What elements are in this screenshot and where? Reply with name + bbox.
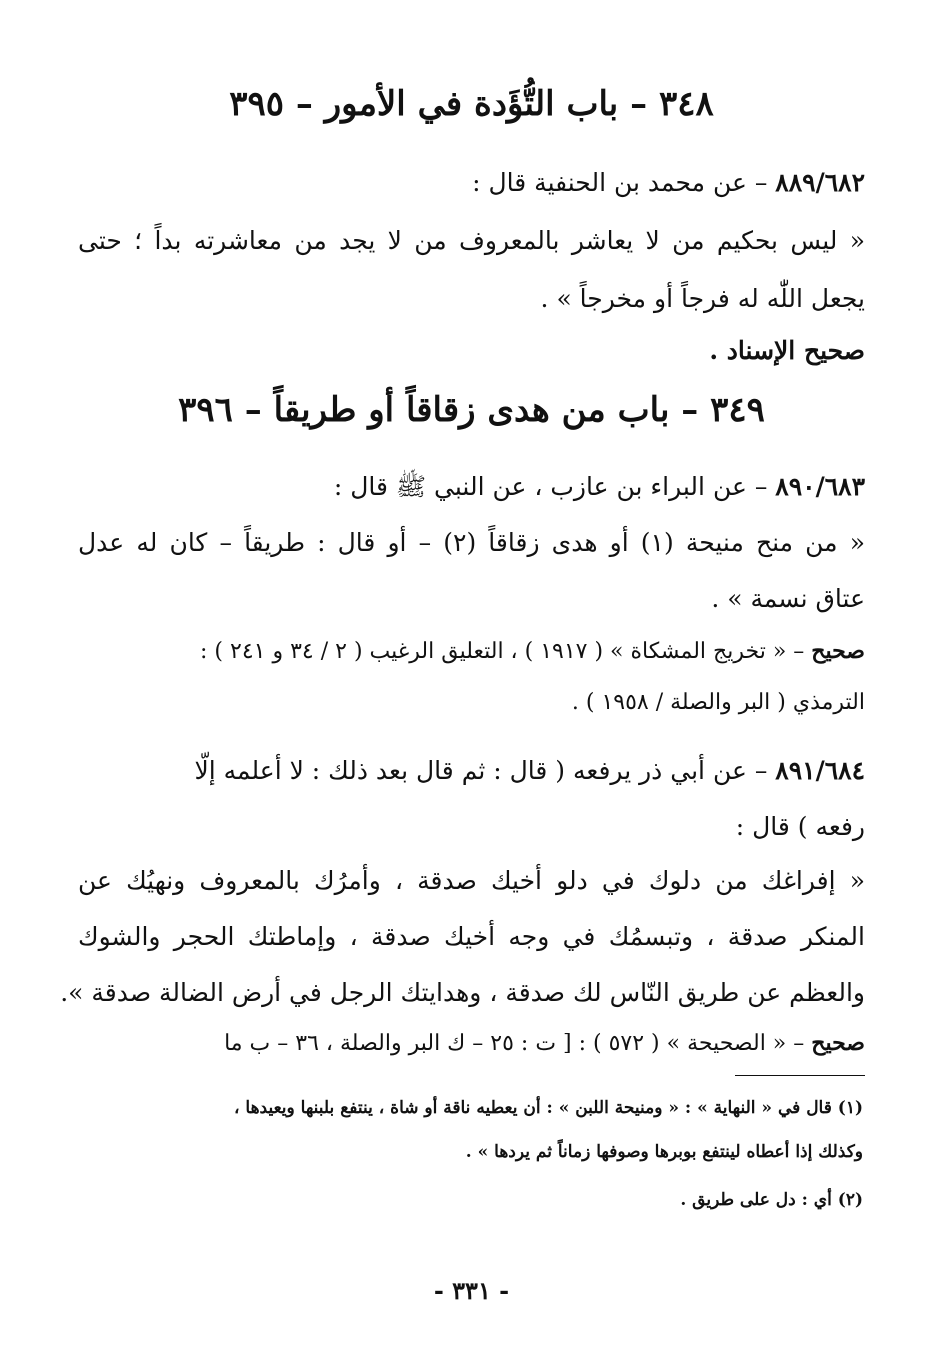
grading-line: صحيح الإسناد .	[709, 336, 865, 365]
hadith-text-line: « ليس بحكيم من لا يعاشر بالمعروف من لا يجد من معاشرته بداً ؛ حتى	[78, 226, 865, 255]
hadith-text-line: والعظم عن طريق النّاس لك صدقة ، وهدايتك الرجل في أرض الضالة صدقة ».	[60, 978, 865, 1007]
hadith-intro-891	[78, 756, 865, 786]
chapter-heading-349: ٣٤٩ – باب من هدى زقاقاً أو طريقاً – ٣٩٦	[178, 390, 765, 430]
grading-label: صحيح	[811, 1030, 865, 1056]
hadith-intro-line: رفعه ) قال :	[735, 812, 865, 841]
grading-text: – « تخريج المشكاة » ( ١٩١٧ ) ، التعليق الرغيب ( ٢ / ٣٤ و ٢٤١ ) :	[200, 639, 812, 664]
hadith-intro-text: – عن محمد بن الحنفية قال :	[472, 168, 776, 197]
page-number: - ٣٣١ -	[433, 1276, 510, 1305]
footnote-1-line: (١) قال في « النهاية » : « ومنيحة اللبن » : أن يعطيه ناقة أو شاة ، ينتفع بلبنها ويعيدها ،	[233, 1098, 863, 1118]
grading-line: الترمذي ( البر والصلة / ١٩٥٨ ) .	[571, 690, 865, 715]
hadith-intro-890	[78, 472, 865, 502]
hadith-intro-text: – عن البراء بن عازب ، عن النبي ﷺ قال :	[333, 472, 776, 501]
grading-label: صحيح	[811, 638, 865, 664]
hadith-number: ٨٩١/٦٨٤	[775, 756, 865, 785]
hadith-text-line: يجعل اللّٰه له فرجاً أو مخرجاً » .	[540, 284, 865, 313]
hadith-text-line: المنكر صدقة ، وتبسمُك في وجه أخيك صدقة ، وإماطتك الحجر والشوك	[78, 922, 865, 951]
grading-line	[78, 1030, 865, 1057]
hadith-text-line: « من منح منيحة (١) أو هدى زقاقاً (٢) – أو قال : طريقاً – كان له عدل	[78, 528, 865, 557]
hadith-number: ٨٩٠/٦٨٣	[775, 472, 865, 501]
footnote-2: (٢) أي : دل على طريق .	[680, 1190, 863, 1210]
grading-text: – « الصحيحة » ( ٥٧٢ ) : [ ت : ٢٥ – ك البر والصلة ، ٣٦ – ب ما	[224, 1031, 812, 1056]
hadith-text-line: « إفراغك من دلوك في دلو أخيك صدقة ، وأمرُك بالمعروف ونهيُك عن	[78, 866, 865, 895]
hadith-number: ٨٨٩/٦٨٢	[775, 168, 865, 197]
hadith-intro-text: – عن أبي ذر يرفعه ( قال : ثم قال بعد ذلك : لا أعلمه إلّا	[194, 756, 776, 785]
footnote-1-line: وكذلك إذا أعطاه لينتفع بوبرها وصوفها زماناً ثم يردها » .	[465, 1142, 863, 1162]
footnote-rule	[735, 1075, 865, 1076]
hadith-text-line: عتاق نسمة » .	[711, 584, 865, 613]
chapter-heading-348: ٣٤٨ – باب التُّؤَدة في الأمور – ٣٩٥	[229, 84, 714, 124]
grading-line	[78, 638, 865, 665]
hadith-intro-889	[78, 168, 865, 198]
